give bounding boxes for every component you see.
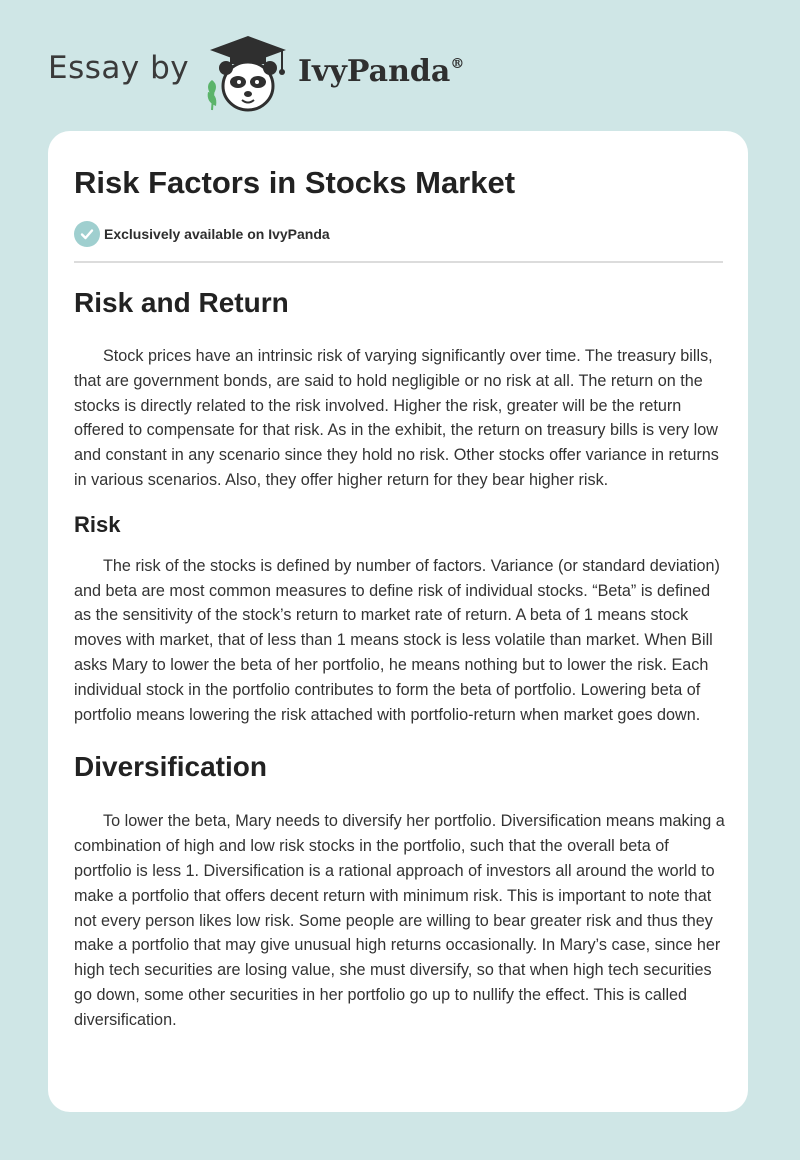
check-glyph (80, 227, 94, 241)
essay-card (48, 131, 748, 1112)
panda-logo-icon[interactable] (202, 34, 294, 114)
section-heading-risk-and-return: Risk and Return (74, 287, 289, 318)
paragraph-risk: The risk of the stocks is defined by number of factors. Variance (or standard deviation) and beta are most common measures to define risk of individual stocks. “Beta” is defined as the sensitivity of the stock’s return to market rate of return. A beta of 1 means stock moves with market, that of less than 1 means stock is less volatile than market. When Bill asks Mary to lower the beta of her portfolio, he means nothing but to lower the risk. Each individual stock in the portfolio contributes to form the beta of portfolio. Lowering beta of portfolio means lowering the risk attached with portfolio-return when market goes down. (74, 556, 720, 724)
page-title: Risk Factors in Stocks Market (74, 165, 516, 200)
divider (74, 261, 723, 263)
brand-name[interactable] (298, 54, 464, 89)
section-heading-diversification: Diversification (74, 751, 267, 783)
site-header (48, 28, 748, 118)
essay-by-label: Essay by (48, 50, 190, 86)
brand-text: IvyPanda (298, 54, 451, 89)
exclusive-badge (74, 221, 330, 247)
paragraph-diversification: To lower the beta, Mary needs to diversify her portfolio. Diversification means making a combination of high and low risk stocks in the portfolio, such that the overall beta of portfolio is less 1. Diversification is a rational approach of investors all around the world to make a portfolio that offers decent return with minimum risk. This is important to note that not every person likes low risk. Some people are willing to bear greater risk and thus they make a portfolio that may give unusual high returns occasionally. In Mary’s case, since her high tech securities are losing value, she must diversify, so that when high tech securities go down, some other securities in her portfolio go up to nullify the effect. This is called diversification. (74, 812, 725, 1029)
check-icon (74, 221, 100, 247)
panda-logo-graphic (202, 34, 294, 114)
article-body (74, 281, 726, 1033)
registered-mark: ® (450, 56, 465, 72)
badge-label: Exclusively available on IvyPanda (104, 226, 330, 242)
section-heading-risk: Risk (74, 511, 121, 537)
paragraph-risk-and-return: Stock prices have an intrinsic risk of varying significantly over time. The treasury bills, that are government bonds, are said to hold negligible or no risk at all. The return on the stocks is directly related to the risk involved. Higher the risk, greater will be the return offered to compensate for that risk. As in the exhibit, the return on treasury bills is very low and constant in any scenario since they hold no risk. Other stocks offer variance in returns in various scenarios. Also, they offer higher return for they bear higher risk. (74, 347, 719, 489)
